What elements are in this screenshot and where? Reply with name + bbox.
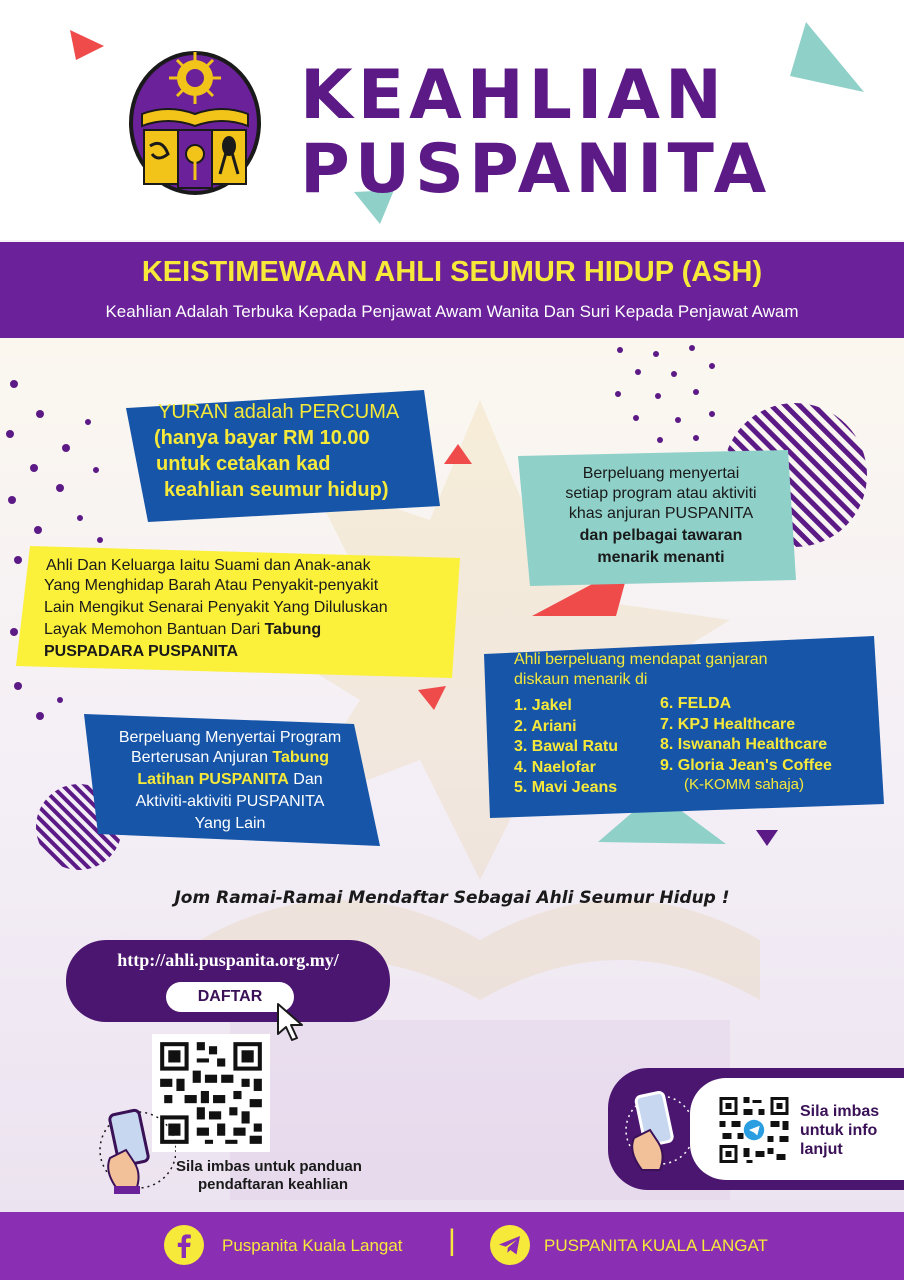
discount-item: 8. Iswanah Healthcare (660, 736, 828, 754)
deco-triangle-coral-2 (440, 440, 476, 470)
banner-title: KEISTIMEWAAN AHLI SEUMUR HIDUP (ASH) (141, 256, 763, 288)
info-caption (800, 1102, 900, 1160)
discount-right-list (660, 694, 880, 794)
programs-line-4: dan pelbagai tawaran (579, 527, 743, 544)
title-line-1: KEAHLIAN (300, 56, 727, 135)
phone-scan-icon (96, 1100, 176, 1196)
banner-subtitle: Keahlian Adalah Terbuka Kepada Penjawat Awam Wanita Dan Suri Kepada Penjawat Awam (105, 302, 799, 321)
training-line-1: Berpeluang Menyertai Program (118, 729, 342, 746)
fee-line-2: (hanya bayar RM 10.00 (154, 427, 370, 449)
programs-line-5: menarik menanti (597, 549, 725, 566)
discount-left-list (514, 696, 664, 798)
tabung-line-5: PUSPADARA PUSPANITA (44, 643, 239, 660)
programs-line-1: Berpeluang menyertai (582, 465, 740, 482)
discount-item: 7. KPJ Healthcare (660, 715, 796, 733)
fee-line-3: untuk cetakan kad (156, 453, 331, 475)
phone-scan-icon-right (620, 1080, 696, 1176)
tabung-line-2: Yang Menghidap Barah Atau Penyakit-penyakit (44, 577, 379, 594)
discount-item: 3. Bawal Ratu (514, 738, 619, 756)
discount-intro-2: diskaun menarik di (514, 671, 648, 688)
deco-triangle-purple (752, 826, 782, 850)
programs-line-2: setiap program atau aktiviti (565, 485, 757, 502)
telegram-icon[interactable] (490, 1225, 530, 1265)
training-line-5: Yang Lain (194, 815, 266, 832)
discount-item: 6. FELDA (660, 695, 732, 712)
puspanita-logo (128, 50, 262, 196)
fee-line-1: YURAN adalah PERCUMA (158, 401, 400, 423)
cursor-icon (274, 1002, 308, 1044)
info-caption-2: untuk info (800, 1122, 878, 1140)
tabung-line-3: Lain Mengikut Senarai Penyakit Yang Diluluskan (44, 599, 388, 616)
slogan: Jom Ramai-Ramai Mendaftar Sebagai Ahli Seumur Hidup ! (174, 888, 730, 908)
registration-url[interactable]: http://ahli.puspanita.org.my/ (117, 950, 339, 970)
discount-item: 2. Ariani (514, 717, 577, 735)
telegram-label[interactable]: PUSPANITA KUALA LANGAT (544, 1236, 768, 1255)
deco-triangle-coral (60, 24, 110, 64)
programs-line-3: khas anjuran PUSPANITA (568, 505, 754, 522)
training-line-2: Berterusan Anjuran Tabung (131, 749, 329, 766)
deco-dots-right (600, 340, 730, 450)
tabung-line-4: Layak Memohon Bantuan Dari Tabung (44, 621, 322, 638)
qr-caption-2: pendaftaran keahlian (198, 1176, 349, 1193)
training-line-3: Latihan PUSPANITA Dan (137, 771, 323, 788)
footer-divider: | (448, 1224, 456, 1257)
training-line-4: Aktiviti-aktiviti PUSPANITA (135, 793, 325, 810)
daftar-button[interactable]: DAFTAR (166, 982, 294, 1012)
tabung-line-1: Ahli Dan Keluarga Iaitu Suami dan Anak-anak (46, 557, 371, 574)
qr-caption-1: Sila imbas untuk panduan (176, 1158, 362, 1175)
discount-note: (K-KOMM sahaja) (684, 776, 805, 794)
title-line-2: PUSPANITA (300, 130, 772, 209)
discount-item: 1. Jakel (514, 697, 572, 714)
info-qr-code-icon[interactable] (716, 1094, 792, 1166)
facebook-label[interactable]: Puspanita Kuala Langat (222, 1236, 403, 1255)
discount-item: 5. Mavi Jeans (514, 779, 618, 797)
discount-intro-1: Ahli berpeluang mendapat ganjaran (514, 651, 768, 668)
fee-line-4: keahlian seumur hidup) (164, 479, 389, 501)
deco-triangle-teal (780, 14, 870, 114)
info-caption-3: lanjut (800, 1141, 843, 1159)
deco-triangle-coral-4 (414, 682, 450, 712)
facebook-icon[interactable] (164, 1225, 204, 1265)
info-caption-1: Sila imbas (800, 1103, 880, 1120)
discount-item: 9. Gloria Jean's Coffee (660, 756, 832, 774)
discount-item: 4. Naelofar (514, 758, 596, 776)
